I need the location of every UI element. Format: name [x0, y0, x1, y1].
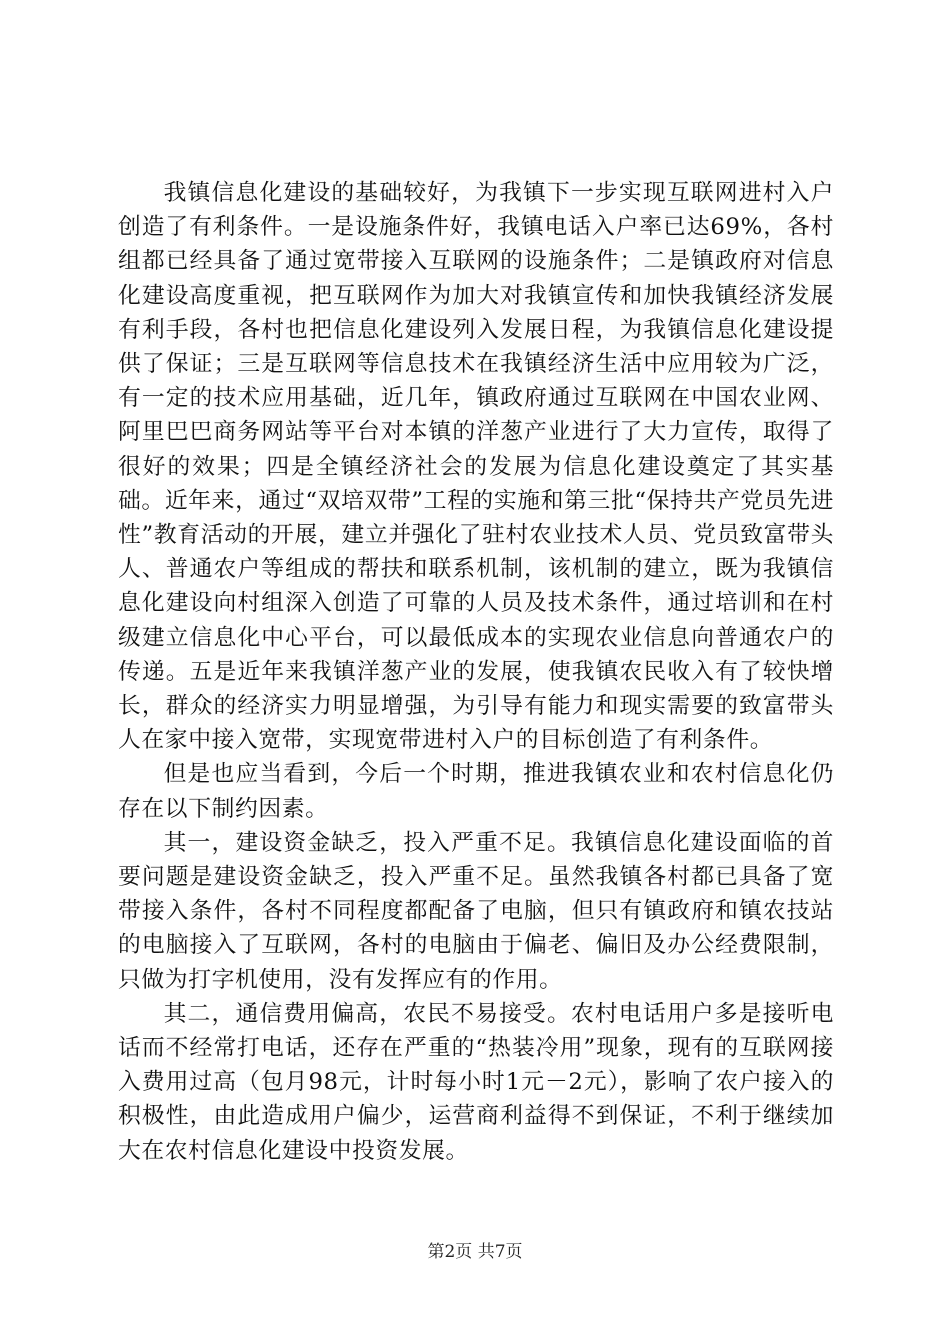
- paragraph-infrastructure-basis: 我镇信息化建设的基础较好，为我镇下一步实现互联网进村入户创造了有利条件。一是设施条件好，我镇电话入户率已达69%，各村组都已经具备了通过宽带接入互联网的设施条件；二是镇政府对信息化建设高度重视，把互联网作为加大对我镇宣传和加快我镇经济发展有利手段，各村也把信息化建设列入发展日程，为我镇信息化建设提供了保证；三是互联网等信息技术在我镇经济生活中应用较为广泛，有一定的技术应用基础，近几年，镇政府通过互联网在中国农业网、阿里巴巴商务网站等平台对本镇的洋葱产业进行了大力宣传，取得了很好的效果；四是全镇经济社会的发展为信息化建设奠定了其实基础。近年来，通过“双培双带”工程的实施和第三批“保持共产党员先进性”教育活动的开展，建立并强化了驻村农业技术人员、党员致富带头人、普通农户等组成的帮扶和联系机制，该机制的建立，既为我镇信息化建设向村组深入创造了可靠的人员及技术条件，通过培训和在村级建立信息化中心平台，可以最低成本的实现农业信息向普通农户的传递。五是近年来我镇洋葱产业的发展，使我镇农民收入有了较快增长，群众的经济实力明显增强，为引导有能力和现实需要的致富带头人在家中接入宽带，实现宽带进村入户的目标创造了有利条件。: [118, 180, 834, 754]
- page-number-footer: 第2页 共7页: [427, 1242, 523, 1262]
- paragraph-constraints-intro: 但是也应当看到，今后一个时期，推进我镇农业和农村信息化仍存在以下制约因素。: [118, 761, 834, 822]
- document-body: [118, 176, 834, 1168]
- paragraph-funding-shortage: 其一，建设资金缺乏，投入严重不足。我镇信息化建设面临的首要问题是建设资金缺乏，投入严重不足。虽然我镇各村都已具备了宽带接入条件，各村不同程度都配备了电脑，但只有镇政府和镇农技站的电脑接入了互联网，各村的电脑由于偏老、偏旧及办公经费限制，只做为打字机使用，没有发挥应有的作用。: [118, 829, 834, 993]
- paragraph-communication-cost: 其二，通信费用偏高，农民不易接受。农村电话用户多是接听电话而不经常打电话，还存在严重的“热装冷用”现象，现有的互联网接入费用过高（包月98元，计时每小时1元－2元），影响了农户接入的积极性，由此造成用户偏少，运营商利益得不到保证，不利于继续加大在农村信息化建设中投资发展。: [118, 1000, 834, 1164]
